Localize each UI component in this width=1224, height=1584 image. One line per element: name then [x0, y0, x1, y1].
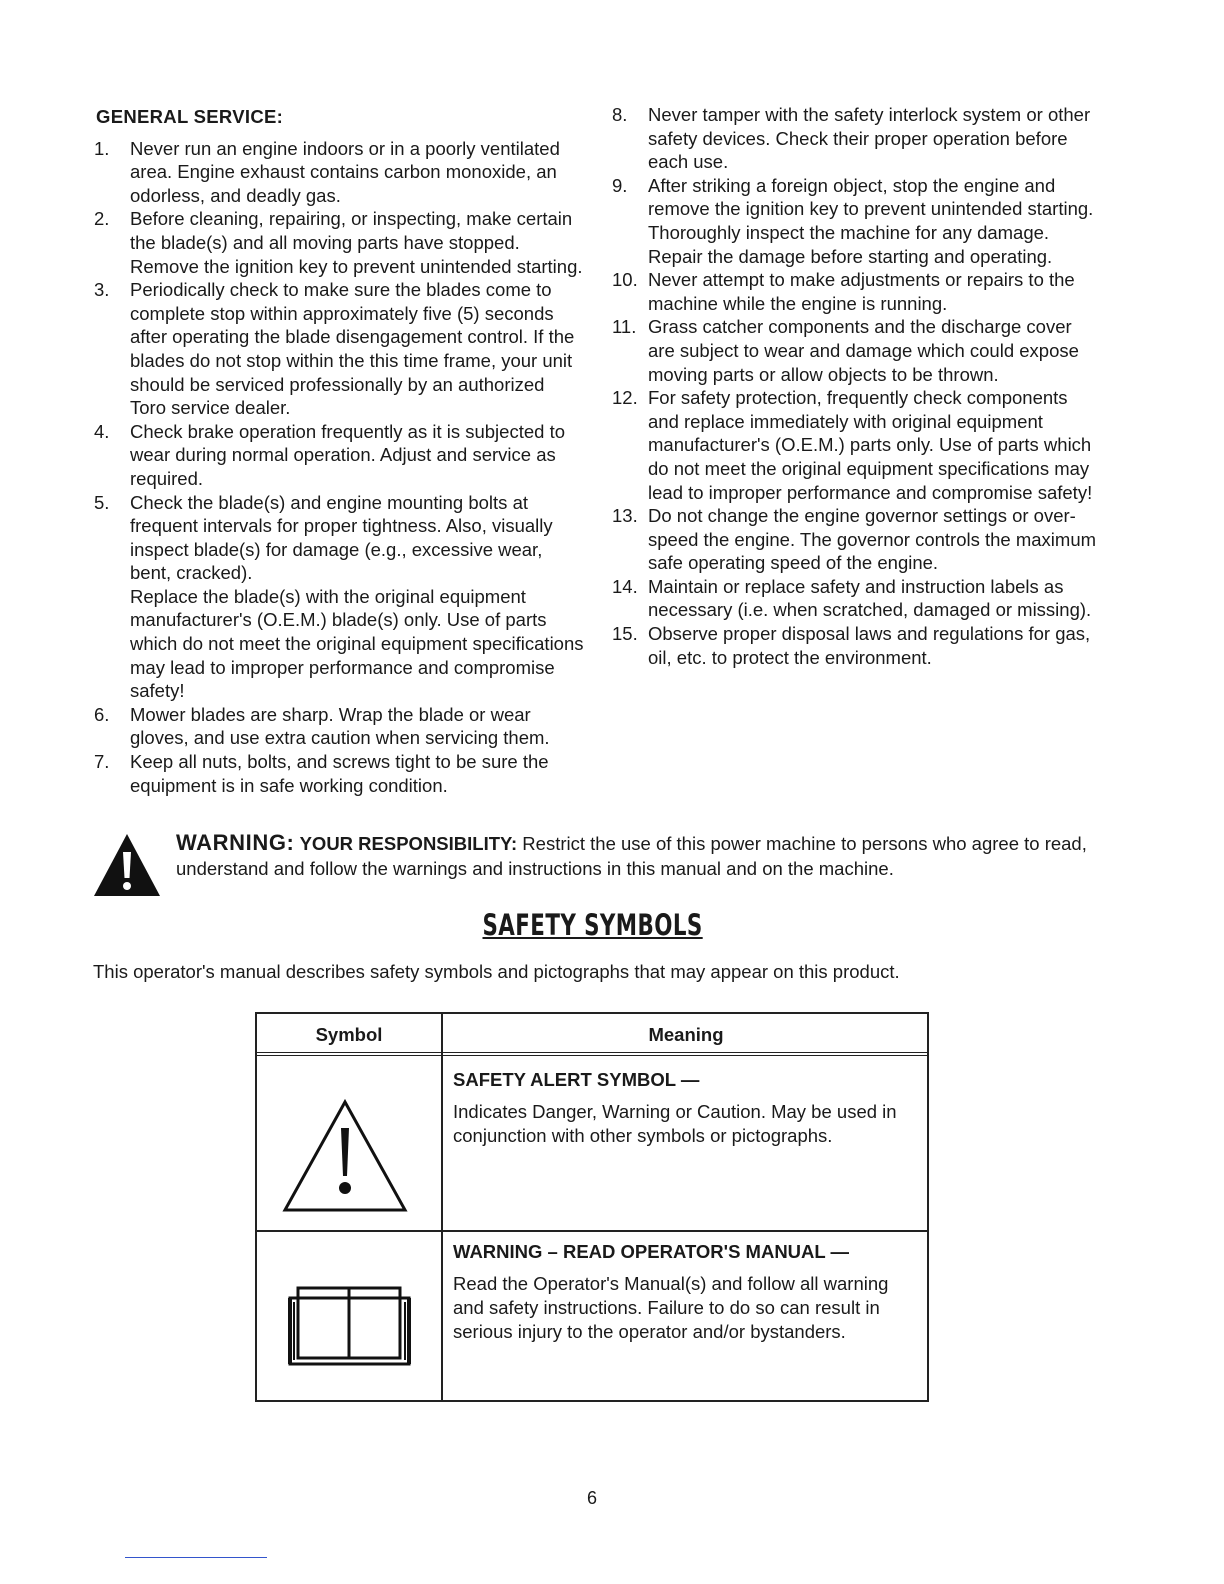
- footer-rule: [125, 1557, 267, 1558]
- warning-triangle-icon: [92, 832, 162, 898]
- list-item-text: Do not change the engine governor settings or over-speed the engine. The governor controls the maximum safe operating speed of the engine.: [648, 505, 1097, 574]
- list-item-text: After striking a foreign object, stop the engine and remove the ignition key to prevent unintended starting. Thoroughly inspect the machine for any damage. Repair the damage before starting and operating.: [648, 174, 1094, 267]
- list-item-number: 14.: [612, 575, 638, 597]
- symbol-cell: [257, 1060, 441, 1230]
- page-number: 6: [586, 1488, 597, 1508]
- meaning-cell: [453, 1240, 923, 1344]
- list-item-number: 10.: [612, 269, 638, 291]
- meaning-title: WARNING – READ OPERATOR'S MANUAL —: [453, 1241, 850, 1262]
- list-item: [612, 575, 1097, 622]
- list-item-number: 6.: [94, 703, 110, 725]
- meaning-description: Read the Operator's Manual(s) and follow all warning and safety instructions. Failure to do so can result in serious injury to the operator and/or bystanders.: [453, 1273, 889, 1342]
- safety-alert-triangle-icon: [257, 1060, 441, 1230]
- list-item-number: 1.: [94, 137, 110, 159]
- list-item-text: Grass catcher components and the discharge cover are subject to wear and damage which could expose moving parts or allow objects to be thrown.: [648, 316, 1079, 385]
- safety-symbols-table: [255, 1012, 929, 1402]
- table-row: [257, 1060, 927, 1232]
- list-item-text: Never run an engine indoors or in a poorly ventilated area. Engine exhaust contains carbon monoxide, an odorless, and deadly gas.: [130, 137, 560, 206]
- meaning-cell: [453, 1068, 923, 1148]
- list-item: [612, 268, 1097, 315]
- list-item-number: 15.: [612, 623, 638, 645]
- list-item-text: Never tamper with the safety interlock system or other safety devices. Check their proper operation before each use.: [648, 104, 1091, 173]
- list-item-text: For safety protection, frequently check components and replace immediately with original equipment manufacturer's (O.E.M.) parts only. Use of parts which do not meet the original equipment specifications may lead to improper performance and compromise safety!: [648, 387, 1093, 503]
- general-service-heading: GENERAL SERVICE:: [96, 106, 284, 127]
- warning-label: WARNING:: [176, 830, 295, 855]
- list-item-number: 3.: [94, 279, 110, 301]
- list-item: [612, 504, 1097, 575]
- list-item-number: 13.: [612, 505, 638, 527]
- list-item-text: [130, 491, 584, 703]
- list-item: [94, 137, 584, 208]
- header-symbol: Symbol: [315, 1024, 383, 1045]
- list-item-text: Keep all nuts, bolts, and screws tight to be sure the equipment is in safe working condition.: [130, 751, 549, 796]
- list-item-text: Periodically check to make sure the blades come to complete stop within approximately five (5) seconds after operating the blade disengagement control. If the blades do not stop within the this time frame, your unit should be serviced professionally by an authorized Toro service dealer.: [130, 279, 575, 419]
- meaning-description: Indicates Danger, Warning or Caution. May be used in conjunction with other symbols or pictographs.: [453, 1101, 897, 1146]
- table-header-row: [257, 1014, 927, 1056]
- list-item: [94, 207, 584, 278]
- list-item-text: Check brake operation frequently as it is subjected to wear during normal operation. Adjust and service as required.: [130, 420, 565, 489]
- list-item-text: Observe proper disposal laws and regulations for gas, oil, etc. to protect the environment.: [648, 623, 1091, 668]
- open-manual-icon: [257, 1232, 441, 1398]
- header-meaning: Meaning: [648, 1024, 724, 1045]
- list-item: [94, 750, 584, 797]
- list-item: [612, 103, 1097, 174]
- general-service-left-column: [94, 103, 584, 797]
- symbol-cell: [257, 1232, 441, 1400]
- list-item-number: 8.: [612, 104, 628, 125]
- list-item-number: 11.: [612, 316, 637, 338]
- list-item-number: 12.: [612, 387, 638, 409]
- list-item: [94, 703, 584, 750]
- warning-responsibility: YOUR RESPONSIBILITY:: [299, 833, 518, 854]
- safety-symbols-intro: This operator's manual describes safety symbols and pictographs that may appear on this product.: [93, 961, 900, 982]
- list-item: [612, 386, 1097, 504]
- warning-body: Restrict the use of this power machine to persons who agree to read, understand and follow the warnings and instructions in this manual and on the machine.: [176, 833, 1087, 879]
- list-item-text: Maintain or replace safety and instruction labels as necessary (i.e. when scratched, damaged or missing).: [648, 575, 1092, 621]
- list-item-number: 7.: [94, 751, 110, 773]
- meaning-title: SAFETY ALERT SYMBOL —: [453, 1069, 700, 1090]
- list-item: [612, 174, 1097, 268]
- list-item-number: 2.: [94, 208, 110, 230]
- list-item-number: 4.: [94, 420, 110, 442]
- list-item: [612, 622, 1097, 669]
- general-service-right-column: [612, 103, 1097, 669]
- list-item: [94, 491, 584, 703]
- safety-symbols-title: SAFETY SYMBOLS: [482, 908, 703, 942]
- list-item: [94, 420, 584, 491]
- list-item: [612, 315, 1097, 386]
- list-item-text: Mower blades are sharp. Wrap the blade or wear gloves, and use extra caution when servicing them.: [130, 703, 550, 749]
- list-item-text: Never attempt to make adjustments or repairs to the machine while the engine is running.: [648, 269, 1075, 314]
- warning-text: [176, 830, 1111, 881]
- list-item-text: Before cleaning, repairing, or inspecting, make certain the blade(s) and all moving parts have stopped. Remove the ignition key to prevent unintended starting.: [130, 208, 583, 277]
- list-item-number: 5.: [94, 491, 110, 513]
- list-item-number: 9.: [612, 174, 628, 196]
- list-item: [94, 278, 584, 420]
- list-item-text-continuation: Replace the blade(s) with the original equipment manufacturer's (O.E.M.) blade(s) only. Use of parts which do not meet the original equipment specifications may lead to improper performance and compromise safety!: [130, 585, 584, 702]
- list-item-text-part: Check the blade(s) and engine mounting bolts at frequent intervals for proper tightness. Also, visually inspect blade(s) for damage (e.g., excessive wear, bent, cracked).: [130, 491, 553, 584]
- table-row: [257, 1232, 927, 1400]
